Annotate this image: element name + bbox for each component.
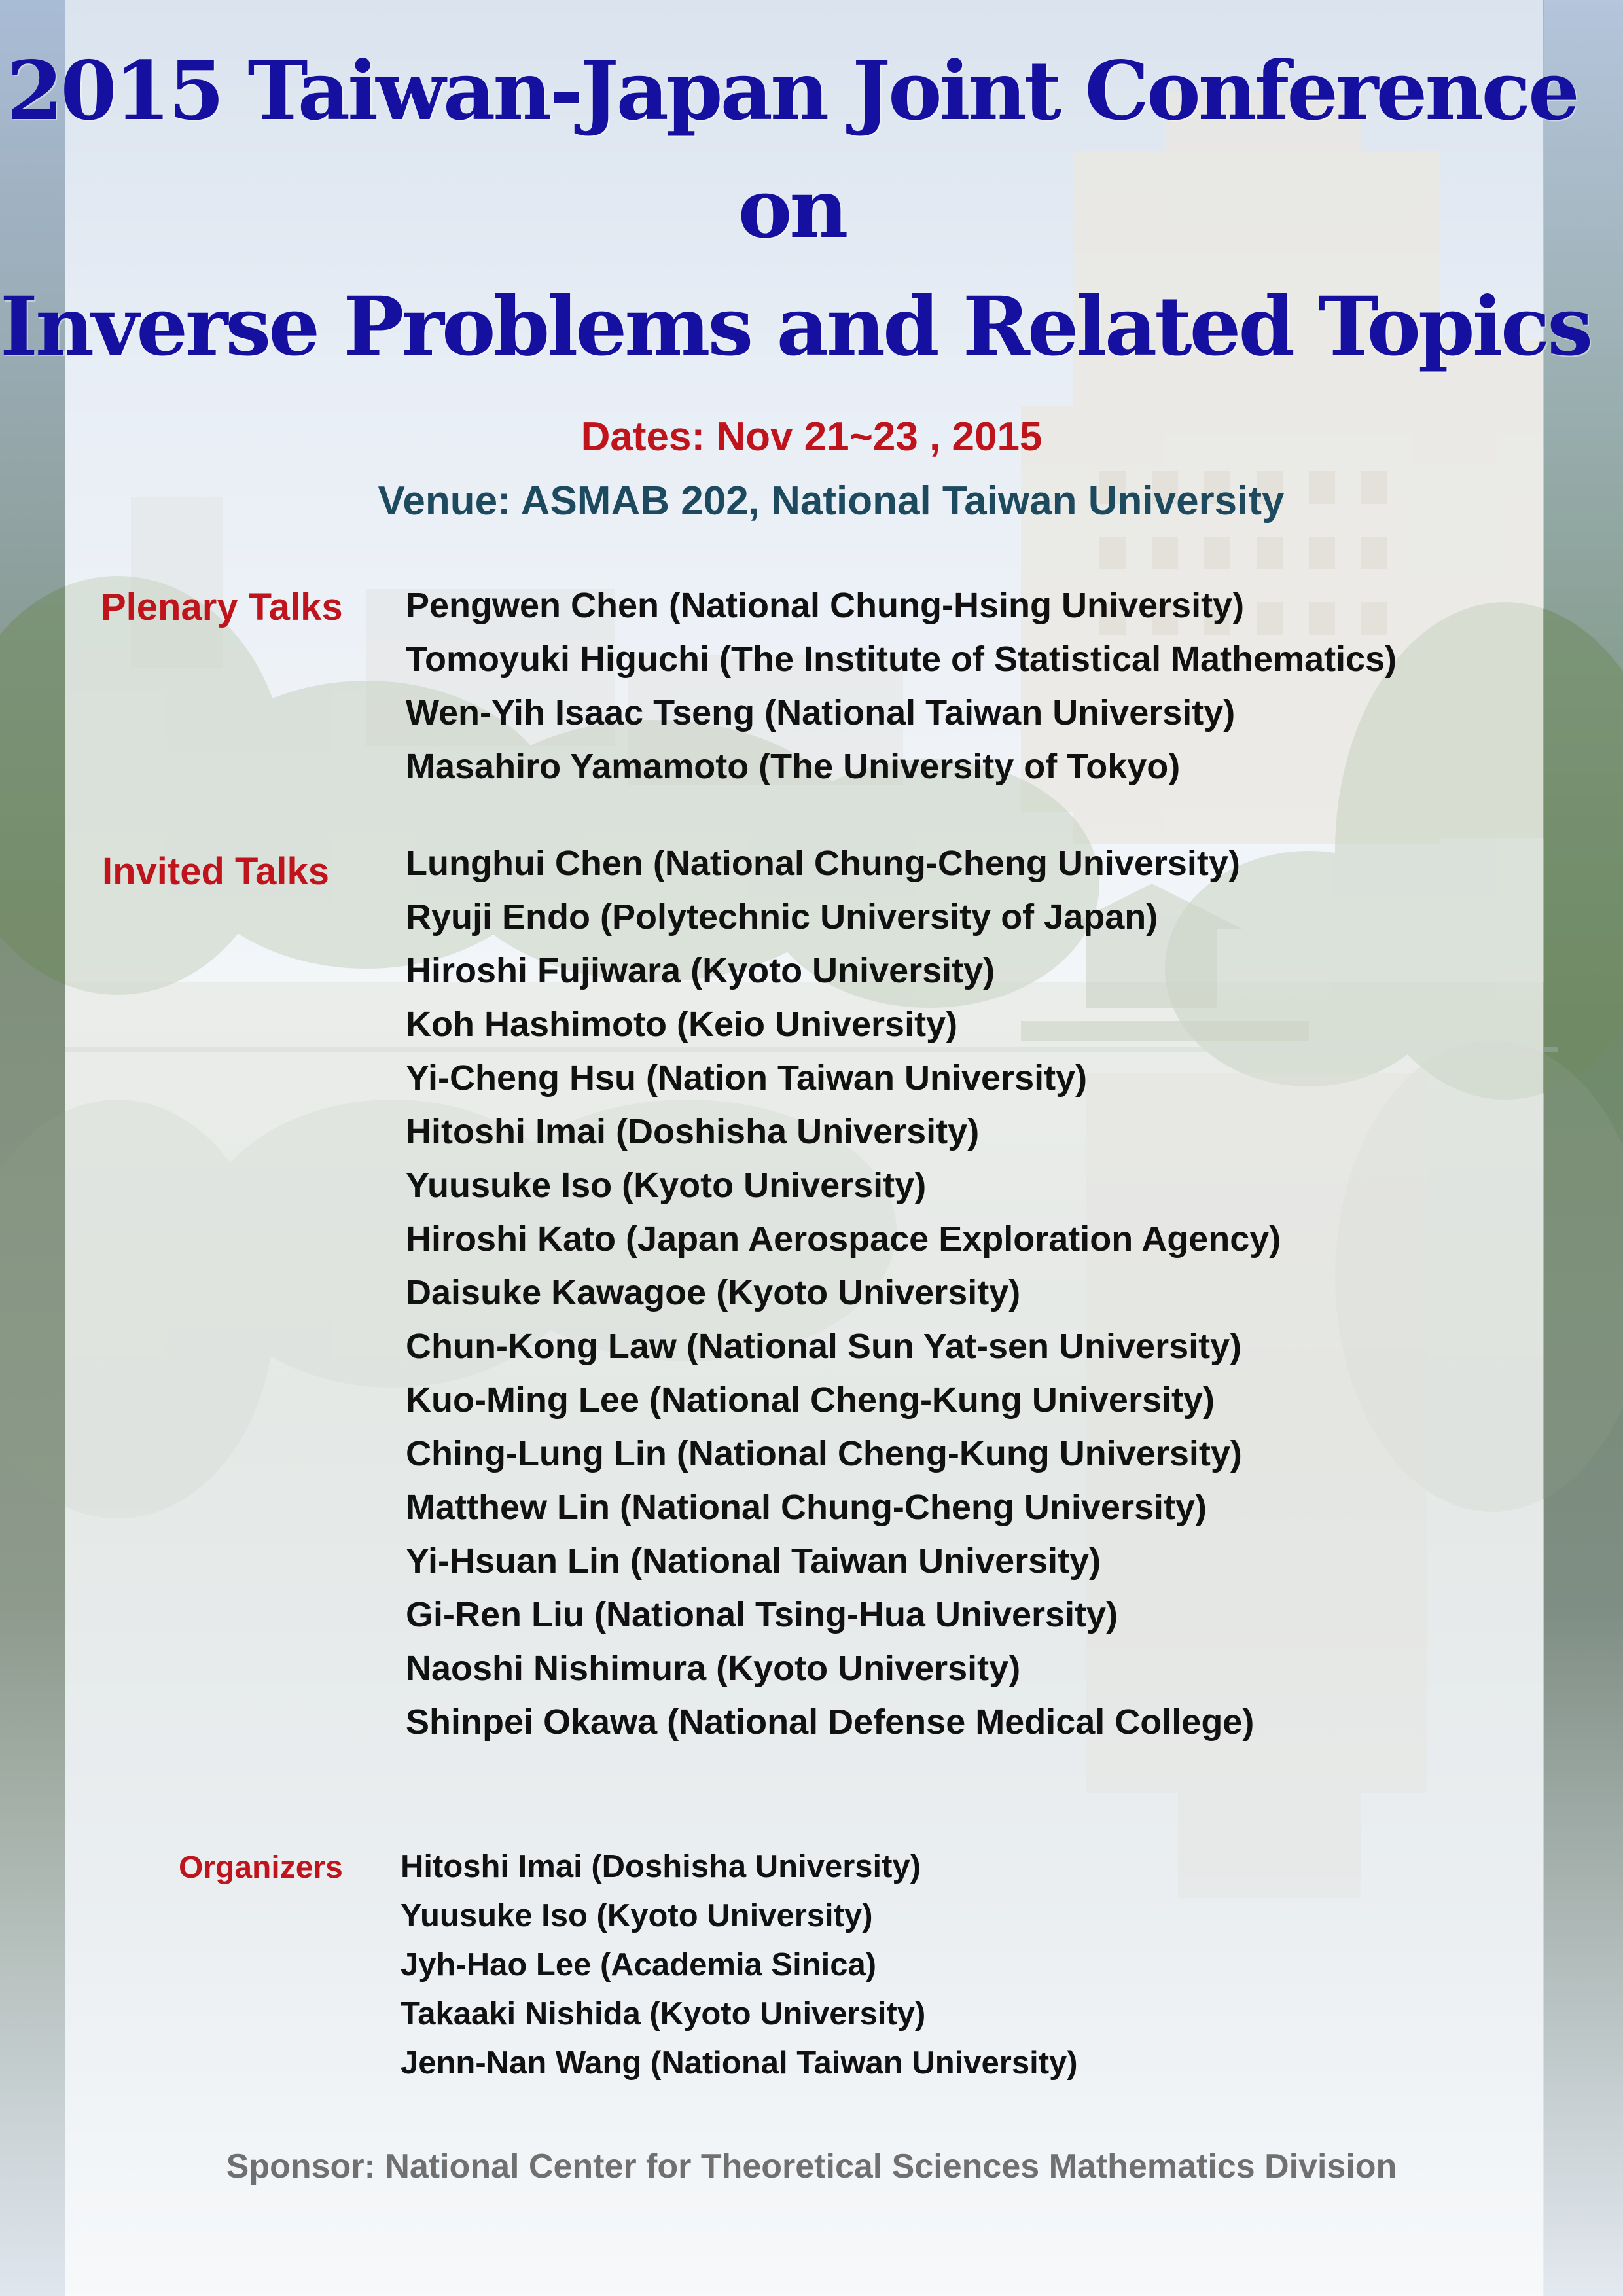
- invited-speaker: Ryuji Endo (Polytechnic University of Japan): [406, 897, 1158, 937]
- organizer: Jyh-Hao Lee (Academia Sinica): [401, 1947, 877, 1982]
- invited-speaker: Gi-Ren Liu (National Tsing-Hua University): [406, 1595, 1118, 1634]
- invited-speaker: Yuusuke Iso (Kyoto University): [406, 1166, 927, 1205]
- plenary-speaker: Tomoyuki Higuchi (The Institute of Statistical Mathematics): [406, 639, 1397, 679]
- plenary-talks-label: Plenary Talks: [101, 586, 343, 628]
- invited-speakers-list: [406, 836, 1281, 1749]
- organizers-label: Organizers: [179, 1850, 343, 1885]
- invited-speaker: Hiroshi Fujiwara (Kyoto University): [406, 951, 995, 990]
- plenary-speaker: Wen-Yih Isaac Tseng (National Taiwan University): [406, 693, 1236, 732]
- invited-speaker: Chun-Kong Law (National Sun Yat-sen University): [406, 1327, 1242, 1366]
- plenary-speaker: Masahiro Yamamoto (The University of Tokyo): [406, 747, 1181, 786]
- title-line-2: on: [738, 162, 846, 257]
- plenary-speakers-list: [406, 579, 1397, 793]
- invited-speaker: Ching-Lung Lin (National Cheng-Kung University): [406, 1434, 1242, 1473]
- invited-talks-label: Invited Talks: [102, 850, 330, 893]
- invited-speaker: Lunghui Chen (National Chung-Cheng University): [406, 844, 1240, 883]
- invited-speaker: Hitoshi Imai (Doshisha University): [406, 1112, 980, 1151]
- invited-speaker: Naoshi Nishimura (Kyoto University): [406, 1649, 1021, 1688]
- conference-dates: Dates: Nov 21~23 , 2015: [580, 414, 1043, 459]
- invited-speaker: Kuo-Ming Lee (National Cheng-Kung University): [406, 1380, 1215, 1420]
- sponsor-line: Sponsor: National Center for Theoretical Sciences Mathematics Division: [226, 2147, 1397, 2185]
- title-line-3: Inverse Problems and Related Topics: [0, 279, 1591, 374]
- invited-speaker: Koh Hashimoto (Keio University): [406, 1005, 958, 1044]
- conference-venue: Venue: ASMAB 202, National Taiwan University: [378, 478, 1285, 524]
- organizer: Hitoshi Imai (Doshisha University): [401, 1849, 921, 1884]
- plenary-speaker: Pengwen Chen (National Chung-Hsing University): [406, 586, 1245, 625]
- organizer: Yuusuke Iso (Kyoto University): [401, 1898, 873, 1933]
- invited-speaker: Shinpei Okawa (National Defense Medical College): [406, 1702, 1255, 1742]
- title-line-1: 2015 Taiwan-Japan Joint Conference: [7, 44, 1577, 139]
- organizer: Takaaki Nishida (Kyoto University): [401, 1996, 926, 2032]
- invited-speaker: Hiroshi Kato (Japan Aerospace Exploration Agency): [406, 1219, 1281, 1259]
- organizer: Jenn-Nan Wang (National Taiwan University): [401, 2045, 1078, 2081]
- organizers-list: [401, 1842, 1078, 2088]
- invited-speaker: Yi-Hsuan Lin (National Taiwan University): [406, 1541, 1101, 1581]
- invited-speaker: Yi-Cheng Hsu (Nation Taiwan University): [406, 1058, 1088, 1098]
- invited-speaker: Matthew Lin (National Chung-Cheng University): [406, 1488, 1207, 1527]
- invited-speaker: Daisuke Kawagoe (Kyoto University): [406, 1273, 1021, 1312]
